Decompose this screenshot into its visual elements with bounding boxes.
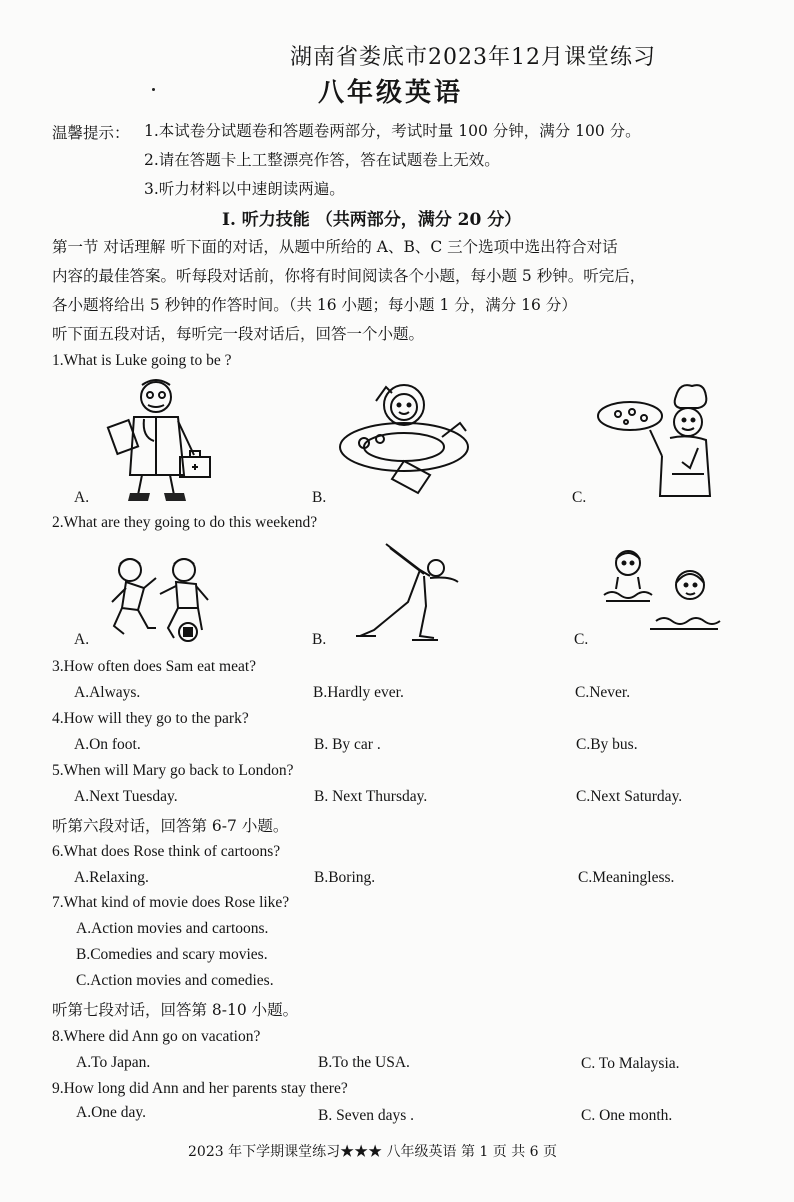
swimming-picture xyxy=(600,545,724,633)
q4-option-c: C.By bus. xyxy=(576,736,638,753)
question-8: 8.Where did Ann go on vacation? xyxy=(52,1028,261,1045)
tip-1: 1.本试卷分试题卷和答题卷两部分，考试时量 100 分钟，满分 100 分。 xyxy=(144,122,641,140)
question-2: 2.What are they going to do this weekend? xyxy=(52,514,318,531)
q2-option-b: B. xyxy=(312,631,327,648)
skating-picture xyxy=(350,540,466,644)
q5-option-c: C.Next Saturday. xyxy=(576,788,683,805)
instruction-8-10: 听第七段对话，回答第 8-10 小题。 xyxy=(52,1001,299,1019)
q5-option-b: B. Next Thursday. xyxy=(314,788,428,805)
q2-option-a: A. xyxy=(74,631,90,648)
q6-option-c: C.Meaningless. xyxy=(578,869,675,886)
question-9: 9.How long did Ann and her parents stay there? xyxy=(52,1080,348,1097)
question-4: 4.How will they go to the park? xyxy=(52,710,249,727)
q1-option-b: B. xyxy=(312,489,327,506)
tip-2: 2.请在答题卡上工整漂亮作答，答在试题卷上无效。 xyxy=(144,151,500,169)
doctor-picture xyxy=(98,375,218,503)
exam-subtitle: 八年级英语 xyxy=(318,78,464,108)
question-1: 1.What is Luke going to be ? xyxy=(52,352,232,369)
question-5: 5.When will Mary go back to London? xyxy=(52,762,294,779)
q1-option-a: A. xyxy=(74,489,90,506)
q3-option-b: B.Hardly ever. xyxy=(313,684,404,701)
q6-option-a: A.Relaxing. xyxy=(74,869,149,886)
section-title: I. 听力技能 （共两部分，满分 20 分） xyxy=(222,210,522,230)
tip-3: 3.听力材料以中速朗读两遍。 xyxy=(144,180,345,198)
q1-option-c: C. xyxy=(572,489,587,506)
question-6: 6.What does Rose think of cartoons? xyxy=(52,843,281,860)
part1-line-4: 听下面五段对话，每听完一段对话后，回答一个小题。 xyxy=(52,325,425,343)
question-3: 3.How often does Sam eat meat? xyxy=(52,658,257,675)
q7-option-c: C.Action movies and comedies. xyxy=(76,972,274,989)
q3-option-c: C.Never. xyxy=(575,684,631,701)
q5-option-a: A.Next Tuesday. xyxy=(74,788,178,805)
q7-option-a: A.Action movies and cartoons. xyxy=(76,920,269,937)
q9-option-a: A.One day. xyxy=(76,1104,147,1121)
q8-option-b: B.To the USA. xyxy=(318,1054,410,1071)
q7-option-b: B.Comedies and scary movies. xyxy=(76,946,268,963)
q4-option-a: A.On foot. xyxy=(74,736,141,753)
q6-option-b: B.Boring. xyxy=(314,869,376,886)
q2-option-c: C. xyxy=(574,631,589,648)
q3-option-a: A.Always. xyxy=(74,684,141,701)
instruction-6-7: 听第六段对话，回答第 6-7 小题。 xyxy=(52,817,289,835)
question-7: 7.What kind of movie does Rose like? xyxy=(52,894,290,911)
cook-picture xyxy=(594,378,719,503)
astronaut-picture xyxy=(334,375,474,500)
page-footer: 2023 年下学期课堂练习★★★ 八年级英语 第 1 页 共 6 页 xyxy=(188,1144,558,1160)
q4-option-b: B. By car . xyxy=(314,736,381,753)
q9-option-c: C. One month. xyxy=(581,1107,673,1124)
part1-line-3: 各小题将给出 5 秒钟的作答时间。（共 16 小题；每小题 1 分，满分 16 分） xyxy=(52,296,577,314)
stray-dot xyxy=(152,88,155,91)
q8-option-c: C. To Malaysia. xyxy=(581,1055,680,1072)
soccer-picture xyxy=(104,548,214,644)
tips-label: 温馨提示： xyxy=(52,124,130,142)
part1-line-2: 内容的最佳答案。听每段对话前，你将有时间阅读各个小题，每小题 5 秒钟。听完后， xyxy=(52,267,646,285)
exam-title: 湖南省娄底市2023年12月课堂练习 xyxy=(290,45,656,70)
part1-line-1: 第一节 对话理解 听下面的对话，从题中所给的 A、B、C 三个选项中选出符合对话 xyxy=(52,238,618,256)
q8-option-a: A.To Japan. xyxy=(76,1054,151,1071)
q9-option-b: B. Seven days . xyxy=(318,1107,415,1124)
